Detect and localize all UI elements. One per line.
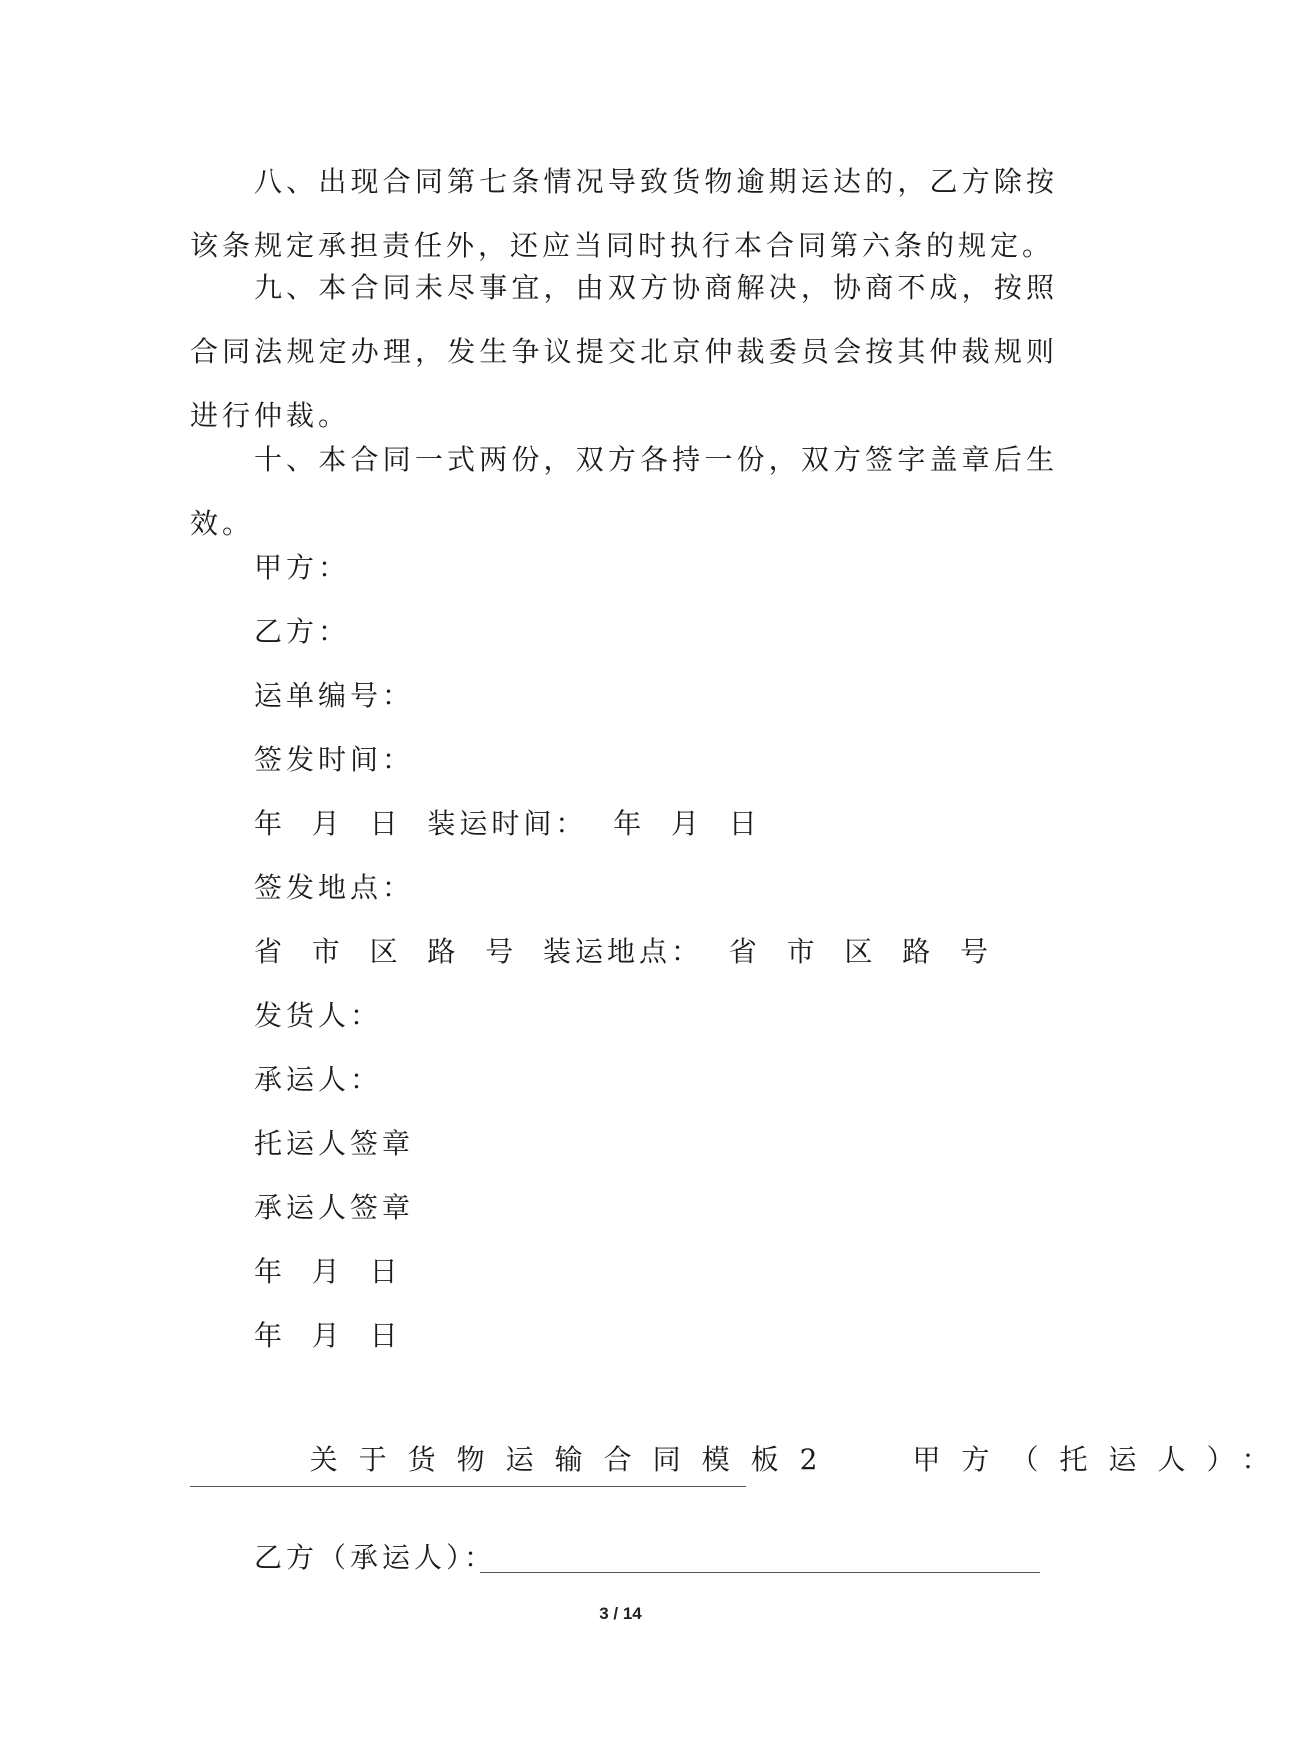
date-loading-time-line: 年 月 日 装运时间： 年 月 日 [254,807,761,840]
waybill-number-label: 运单编号： [254,679,415,712]
party-a-consignor-label: 甲方（托运人）： [912,1443,1290,1476]
carrier-seal-label: 承运人签章 [254,1191,415,1224]
party-b-signature-rule [480,1572,1040,1573]
page-number: 3 / 14 [599,1604,642,1623]
clause-10: 十、本合同一式两份，双方各持一份，双方签字盖章后生效。 [190,443,1058,540]
template-title: 关于货物运输合同模板2 [309,1443,839,1476]
consignor-seal-label: 托运人签章 [254,1127,415,1160]
carrier-label: 承运人： [254,1063,383,1096]
address-loading-place-line: 省 市 区 路 号 装运地点： 省 市 区 路 号 [254,935,993,968]
clause-9: 九、本合同未尽事宜，由双方协商解决，协商不成，按照合同法规定办理，发生争议提交北京仲裁委员会按其仲裁规则进行仲裁。 [190,271,1058,432]
party-a-signature-rule [190,1486,746,1487]
template-title-row [190,1400,1290,1520]
issue-place-label: 签发地点： [254,871,415,904]
issue-time-label: 签发时间： [254,743,415,776]
party-b-carrier-label: 乙方（承运人）： [254,1541,497,1574]
party-b-label: 乙方： [254,615,351,648]
date-line-1: 年 月 日 [254,1255,402,1288]
shipper-label: 发货人： [254,999,383,1032]
clause-8: 八、出现合同第七条情况导致货物逾期运达的，乙方除按该条规定承担责任外，还应当同时执行本合同第六条的规定。 [190,165,1058,262]
date-line-2: 年 月 日 [254,1319,402,1352]
party-a-label: 甲方： [254,551,351,584]
